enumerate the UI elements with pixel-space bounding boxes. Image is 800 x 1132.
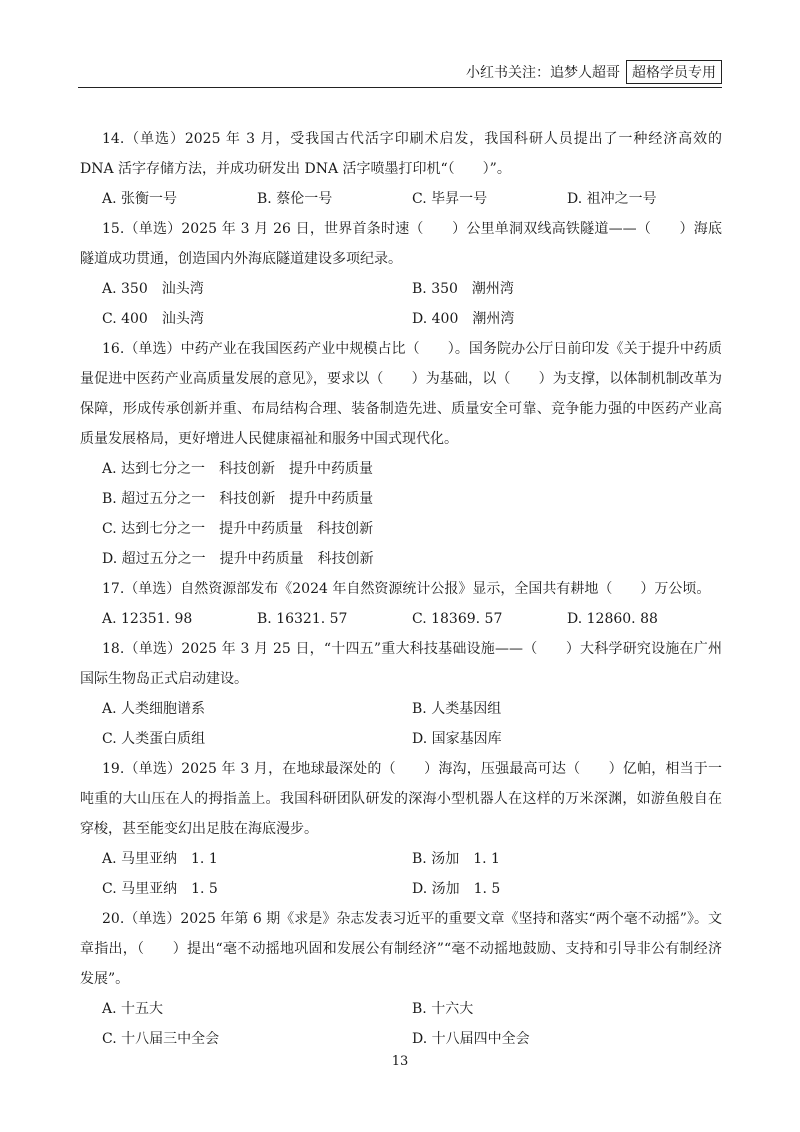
option-d: D. 国家基因库 (412, 731, 502, 747)
question-20 (80, 904, 722, 1054)
option-c: C. 400 汕头湾 (102, 311, 204, 327)
question-16 (80, 334, 722, 574)
option-d: D. 汤加 1. 5 (412, 881, 501, 897)
option-list (80, 274, 722, 334)
option-c: C. 达到七分之一 提升中药质量 科技创新 (102, 521, 374, 537)
question-18 (80, 634, 722, 754)
page-header (466, 60, 722, 84)
option-a: A. 十五大 (102, 1001, 164, 1017)
question-stem: 17.（单选）自然资源部发布《2024 年自然资源统计公报》显示，全国共有耕地（ ）万公顷。 (102, 581, 711, 597)
question-14 (80, 124, 722, 214)
option-d: D. 12860. 88 (567, 611, 658, 627)
option-c: C. 毕昇一号 (412, 191, 488, 207)
question-stem: 15.（单选）2025 年 3 月 26 日，世界首条时速（ ）公里单洞双线高铁隧道——（ ）海底隧道成功贯通，创造国内外海底隧道建设多项纪录。 (80, 221, 722, 267)
option-b: B. 十六大 (412, 1001, 474, 1017)
option-c: C. 马里亚纳 1. 5 (102, 881, 218, 897)
option-b: B. 蔡伦一号 (257, 191, 333, 207)
option-list (80, 994, 722, 1054)
header-tag: 超格学员专用 (626, 60, 722, 84)
question-stem: 16.（单选）中药产业在我国医药产业中规模占比（ ）。国务院办公厅日前印发《关于提升中药质量促进中医药产业高质量发展的意见》，要求以（ ）为基础，以（ ）为支撑，以体制机制改革为保障，形成传承创新并重、布局结构合理、装备制造先进、质量安全可靠、竞争能力强的中医药产业高质量发展格局，更好增进人民健康福祉和服务中国式现代化。 (80, 341, 722, 447)
question-19 (80, 754, 722, 904)
question-stem: 19.（单选）2025 年 3 月，在地球最深处的（ ）海沟，压强最高可达（ ）亿帕，相当于一吨重的大山压在人的拇指盖上。我国科研团队研发的深海小型机器人在这样的万米深渊，如游鱼般自在穿梭，甚至能变幻出足肢在海底漫步。 (80, 761, 722, 837)
question-17 (80, 574, 722, 634)
option-b: B. 超过五分之一 科技创新 提升中药质量 (102, 491, 374, 507)
question-stem: 18.（单选）2025 年 3 月 25 日，“十四五”重大科技基础设施——（ ）大科学研究设施在广州国际生物岛正式启动建设。 (80, 641, 722, 687)
option-a: A. 马里亚纳 1. 1 (102, 851, 218, 867)
option-list (80, 184, 722, 214)
option-d: D. 十八届四中全会 (412, 1031, 530, 1047)
option-list (80, 694, 722, 754)
option-c: C. 人类蛋白质组 (102, 731, 206, 747)
option-a: A. 350 汕头湾 (102, 281, 204, 297)
option-b: B. 人类基因组 (412, 701, 502, 717)
option-a: A. 人类细胞谱系 (102, 701, 206, 717)
option-b: B. 16321. 57 (257, 611, 348, 627)
question-stem: 20.（单选）2025 年第 6 期《求是》杂志发表习近平的重要文章《坚持和落实“两个毫不动摇”》。文章指出，（ ）提出“毫不动摇地巩固和发展公有制经济”“毫不动摇地鼓励、支持和引导非公有制经济发展”。 (80, 911, 722, 987)
option-a: A. 达到七分之一 科技创新 提升中药质量 (102, 461, 374, 477)
option-d: D. 超过五分之一 提升中药质量 科技创新 (102, 551, 374, 567)
option-list (80, 454, 722, 574)
header-follow-text: 小红书关注：追梦人超哥 (466, 65, 620, 81)
option-list (80, 604, 722, 634)
header-divider (78, 87, 722, 88)
option-a: A. 张衡一号 (102, 191, 178, 207)
question-15 (80, 214, 722, 334)
option-c: C. 18369. 57 (412, 611, 503, 627)
option-b: B. 350 潮州湾 (412, 281, 514, 297)
question-stem: 14.（单选）2025 年 3 月，受我国古代活字印刷术启发，我国科研人员提出了一种经济高效的 DNA 活字存储方法，并成功研发出 DNA 活字喷墨打印机“（ ）”。 (80, 131, 722, 177)
option-d: D. 400 潮州湾 (412, 311, 515, 327)
option-d: D. 祖冲之一号 (567, 191, 657, 207)
option-b: B. 汤加 1. 1 (412, 851, 500, 867)
option-a: A. 12351. 98 (102, 611, 193, 627)
page-number: 13 (391, 1054, 409, 1069)
option-c: C. 十八届三中全会 (102, 1031, 220, 1047)
question-list (80, 124, 722, 1054)
option-list (80, 844, 722, 904)
